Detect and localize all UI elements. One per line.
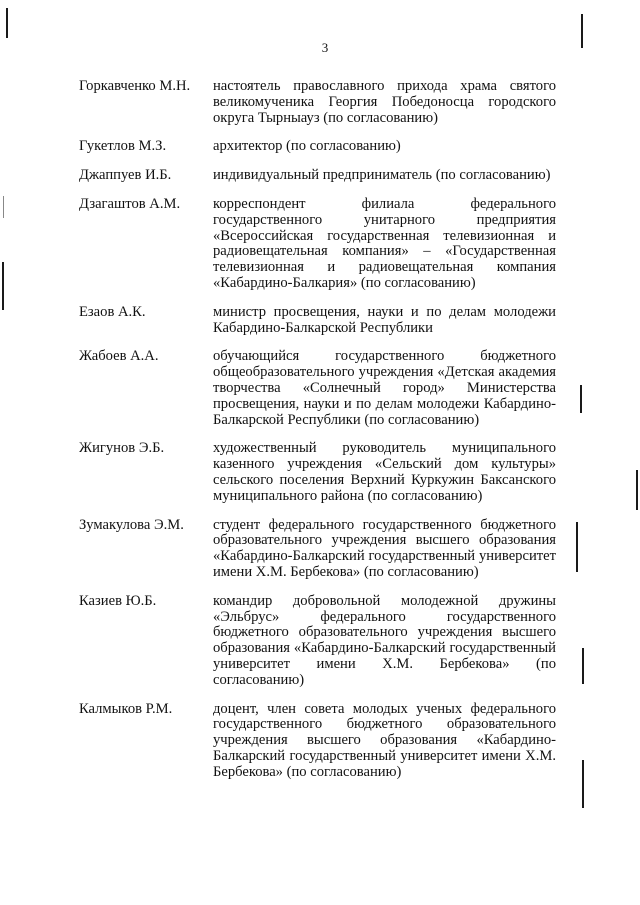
scan-artifact-right-3 (582, 648, 584, 684)
scan-artifact-right-4 (582, 760, 584, 808)
member-role: студент федерального государственного бюджетного образовательного учреждения высшего образования «Кабардино-Балкарский государственный университет имени Х.М. Бербекова» (по согласованию) (213, 516, 556, 580)
list-item (79, 441, 556, 504)
list-item (79, 79, 556, 126)
scan-artifact-top-left (6, 8, 8, 38)
scan-artifact-left-2 (2, 262, 4, 310)
list-item (79, 168, 556, 184)
member-name: Калмыков Р.М. (79, 700, 173, 717)
list-item (79, 518, 556, 581)
member-role: корреспондент филиала федерального государственного унитарного предприятия «Всероссийская государственная телевизионная и радиовещательная компания» – «Государственная телевизионная и радиовещательная компания «Кабардино-Балкария» (по согласованию) (213, 195, 556, 291)
member-role: министр просвещения, науки и по делам молодежи Кабардино-Балкарской Республики (213, 303, 556, 336)
member-role: командир добровольной молодежной дружины «Эльбрус» федерального государственного бюджетного образовательного учреждения высшего образования «Кабардино-Балкарский государственный университет имени Х.М. Бербекова» (по согласованию) (213, 592, 556, 688)
member-name: Джаппуев И.Б. (79, 167, 172, 184)
list-item (79, 139, 556, 155)
scan-artifact-right-1 (580, 385, 582, 413)
list-item (79, 349, 556, 428)
scan-artifact-right-2 (576, 522, 578, 572)
member-role: доцент, член совета молодых ученых федерального государственного бюджетного образовательного учреждения высшего образования «Кабардино-Балкарский государственный университет имени Х.М. Бербекова» (по согласованию) (213, 700, 556, 780)
list-item (79, 305, 556, 337)
member-role: обучающийся государственного бюджетного общеобразовательного учреждения «Детская академия творчества «Солнечный город» Министерства просвещения, науки и по делам молодежи Кабардино-Балкарской Республики (по согласованию) (213, 348, 556, 428)
scan-artifact-left-1 (3, 196, 4, 218)
member-name: Дзагаштов А.М. (79, 195, 181, 212)
members-list (79, 79, 556, 793)
member-role: настоятель православного прихода храма святого великомученика Георгия Победоносца городского округа Тырныауз (по согласованию) (213, 78, 556, 126)
member-role: художественный руководитель муниципального казенного учреждения «Сельский дом культуры» сельского поселения Верхний Куркужин Баксанского муниципального района (по согласованию) (213, 440, 556, 504)
member-name: Горкавченко М.Н. (79, 78, 191, 94)
member-name: Казиев Ю.Б. (79, 592, 157, 609)
page-number: 3 (321, 40, 329, 55)
list-item (79, 702, 556, 781)
member-name: Езаов А.К. (79, 303, 146, 320)
scan-artifact-far-right (636, 470, 638, 510)
member-role: архитектор (по согласованию) (213, 138, 401, 155)
list-item (79, 197, 556, 292)
list-item (79, 594, 556, 689)
member-name: Зумакулова Э.М. (79, 516, 184, 533)
member-name: Жигунов Э.Б. (79, 440, 165, 457)
member-role: индивидуальный предприниматель (по согласованию) (213, 167, 551, 184)
member-name: Жабоев А.А. (79, 348, 159, 365)
member-name: Гукетлов М.З. (79, 138, 167, 155)
